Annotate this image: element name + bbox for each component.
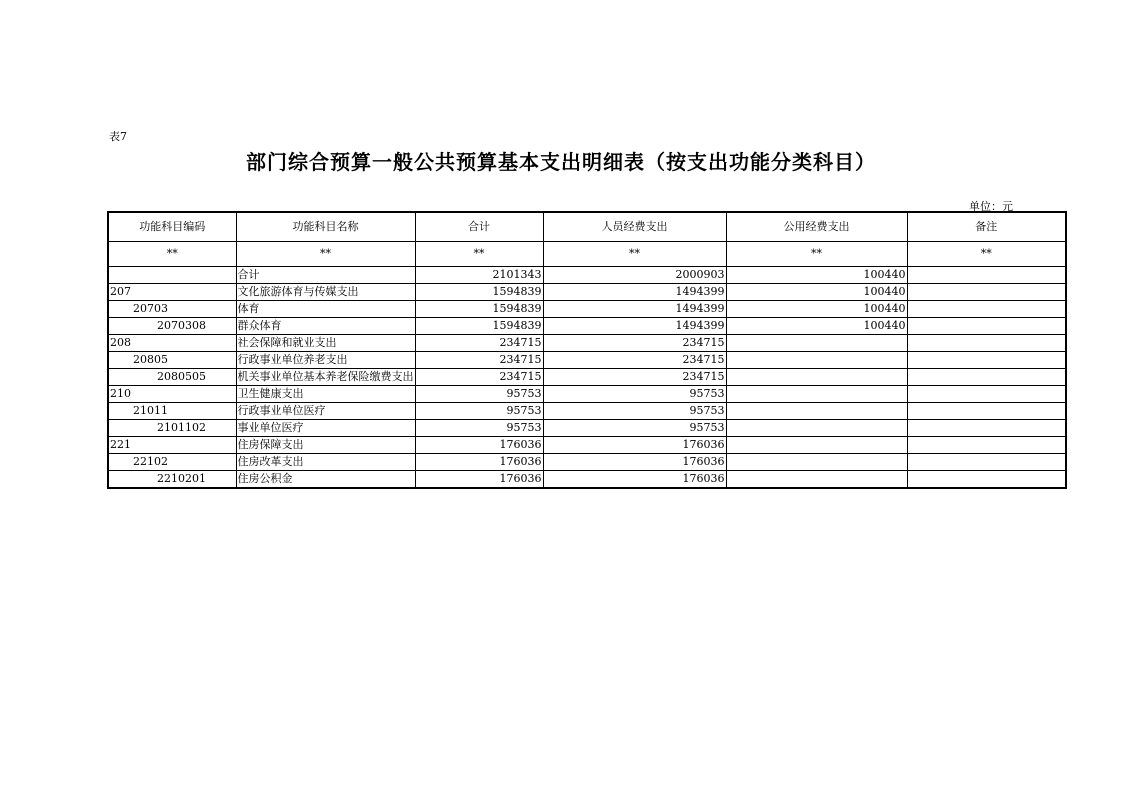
table-row [108,471,1066,489]
total-cell: 95753 [415,420,543,437]
total-cell: 234715 [415,335,543,352]
header-total: 合计 [415,212,543,242]
name-cell: 文化旅游体育与传媒支出 [236,284,415,301]
budget-table [107,211,1067,489]
public-cell: 100440 [726,318,907,335]
total-cell: 1594839 [415,284,543,301]
code-cell: 21011 [108,403,236,420]
total-cell: 95753 [415,386,543,403]
code-cell: 208 [108,335,236,352]
public-cell [726,352,907,369]
name-cell: 行政事业单位医疗 [236,403,415,420]
code-cell: 20805 [108,352,236,369]
personnel-cell: 176036 [543,454,726,471]
name-cell: 事业单位医疗 [236,420,415,437]
marker-cell: ** [907,242,1066,267]
marker-cell: ** [415,242,543,267]
table-row [108,352,1066,369]
public-cell [726,403,907,420]
name-cell: 社会保障和就业支出 [236,335,415,352]
name-cell: 住房公积金 [236,471,415,489]
personnel-cell: 2000903 [543,267,726,284]
code-cell: 221 [108,437,236,454]
header-code: 功能科目编码 [108,212,236,242]
personnel-cell: 95753 [543,420,726,437]
code-cell: 2210201 [108,471,236,489]
personnel-cell: 234715 [543,335,726,352]
table-row [108,386,1066,403]
total-cell: 95753 [415,403,543,420]
public-cell [726,437,907,454]
note-cell [907,267,1066,284]
name-cell: 合计 [236,267,415,284]
personnel-cell: 234715 [543,352,726,369]
total-cell: 176036 [415,454,543,471]
code-cell: 2070308 [108,318,236,335]
total-cell: 1594839 [415,301,543,318]
table-row [108,403,1066,420]
public-cell: 100440 [726,301,907,318]
public-cell [726,335,907,352]
name-cell: 机关事业单位基本养老保险缴费支出 [236,369,415,386]
public-cell [726,454,907,471]
table-id-label: 表7 [109,130,127,143]
name-cell: 行政事业单位养老支出 [236,352,415,369]
personnel-cell: 1494399 [543,284,726,301]
total-cell: 2101343 [415,267,543,284]
page-title: 部门综合预算一般公共预算基本支出明细表（按支出功能分类科目） [246,150,876,174]
marker-cell: ** [726,242,907,267]
note-cell [907,471,1066,489]
note-cell [907,335,1066,352]
table-row [108,318,1066,335]
public-cell: 100440 [726,267,907,284]
code-cell: 22102 [108,454,236,471]
marker-cell: ** [543,242,726,267]
table-row [108,420,1066,437]
total-cell: 176036 [415,471,543,489]
note-cell [907,420,1066,437]
name-cell: 群众体育 [236,318,415,335]
total-cell: 234715 [415,352,543,369]
total-cell: 1594839 [415,318,543,335]
total-cell: 234715 [415,369,543,386]
marker-cell: ** [108,242,236,267]
personnel-cell: 1494399 [543,318,726,335]
public-cell [726,420,907,437]
public-cell: 100440 [726,284,907,301]
table-body [108,267,1066,489]
public-cell [726,386,907,403]
note-cell [907,386,1066,403]
table-row [108,301,1066,318]
marker-cell: ** [236,242,415,267]
note-cell [907,369,1066,386]
table-row [108,267,1066,284]
table-row [108,369,1066,386]
code-cell: 2101102 [108,420,236,437]
public-cell [726,369,907,386]
table-marker-row [108,242,1066,267]
personnel-cell: 234715 [543,369,726,386]
code-cell: 210 [108,386,236,403]
header-personnel: 人员经费支出 [543,212,726,242]
table-header-row [108,212,1066,242]
note-cell [907,284,1066,301]
code-cell: 207 [108,284,236,301]
table-row [108,437,1066,454]
note-cell [907,301,1066,318]
personnel-cell: 95753 [543,386,726,403]
note-cell [907,403,1066,420]
code-cell: 20703 [108,301,236,318]
name-cell: 住房保障支出 [236,437,415,454]
header-public: 公用经费支出 [726,212,907,242]
table-row [108,284,1066,301]
table-row [108,335,1066,352]
table-row [108,454,1066,471]
total-cell: 176036 [415,437,543,454]
code-cell [108,267,236,284]
header-name: 功能科目名称 [236,212,415,242]
name-cell: 住房改革支出 [236,454,415,471]
note-cell [907,437,1066,454]
code-cell: 2080505 [108,369,236,386]
personnel-cell: 95753 [543,403,726,420]
personnel-cell: 1494399 [543,301,726,318]
note-cell [907,318,1066,335]
unit-label: 单位：元 [969,200,1013,213]
personnel-cell: 176036 [543,471,726,489]
header-note: 备注 [907,212,1066,242]
personnel-cell: 176036 [543,437,726,454]
public-cell [726,471,907,489]
note-cell [907,352,1066,369]
name-cell: 卫生健康支出 [236,386,415,403]
note-cell [907,454,1066,471]
name-cell: 体育 [236,301,415,318]
